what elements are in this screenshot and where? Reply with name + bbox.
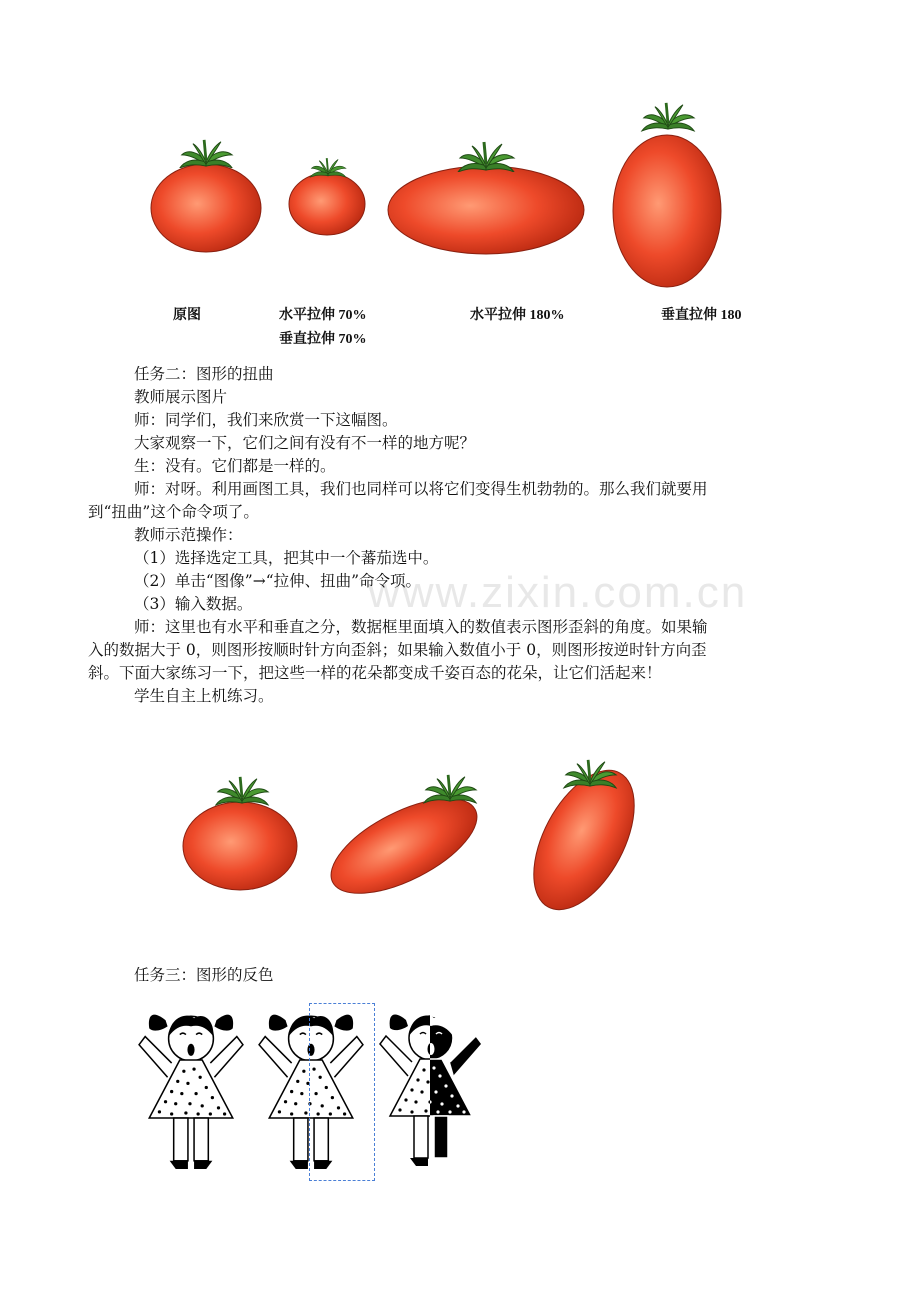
- caption-scale70-horizontal: 水平拉伸 70%: [279, 308, 367, 323]
- selection-box: [309, 1003, 375, 1181]
- caption-vertical-180: 垂直拉伸 180: [661, 308, 742, 323]
- step-item: （1）选择选定工具，把其中一个蕃茄选中。: [134, 549, 439, 567]
- task3-heading: 任务三：图形的反色: [134, 966, 274, 984]
- paragraph: 教师示范操作：: [134, 526, 243, 544]
- paragraph: 师：同学们，我们来欣赏一下这幅图。: [134, 411, 398, 429]
- step-item: （2）单击“图像”→“拉伸、扭曲”命令项。: [134, 572, 422, 590]
- watermark: www.zixin.com.cn: [368, 568, 748, 617]
- paragraph: 大家观察一下，它们之间有没有不一样的地方呢？: [134, 434, 476, 452]
- paragraph: 生：没有。它们都是一样的。: [134, 457, 336, 475]
- paragraph: 学生自主上机练习。: [134, 687, 274, 705]
- paragraph: 师：对呀。利用画图工具，我们也同样可以将它们变得生机勃勃的。那么我们就要用: [134, 480, 708, 498]
- paragraph: 到“扭曲”这个命令项了。: [88, 503, 259, 521]
- caption-original: 原图: [173, 308, 201, 323]
- paragraph: 入的数据大于 0，则图形按顺时针方向歪斜；如果输入数值小于 0，则图形按逆时针方向歪: [88, 641, 707, 659]
- paragraph: 教师展示图片: [134, 388, 228, 406]
- paragraph: 斜。下面大家练习一下，把这些一样的花朵都变成千姿百态的花朵，让它们活起来！: [88, 664, 662, 682]
- caption-scale70-vertical: 垂直拉伸 70%: [279, 332, 367, 347]
- step-item: （3）输入数据。: [134, 595, 253, 613]
- task2-heading: 任务二：图形的扭曲: [134, 365, 274, 383]
- task3-body: [88, 964, 828, 987]
- task2-body: [88, 363, 828, 708]
- caption-horizontal-180: 水平拉伸 180%: [470, 308, 565, 323]
- paragraph: 师：这里也有水平和垂直之分，数据框里面填入的数值表示图形歪斜的角度。如果输: [134, 618, 708, 636]
